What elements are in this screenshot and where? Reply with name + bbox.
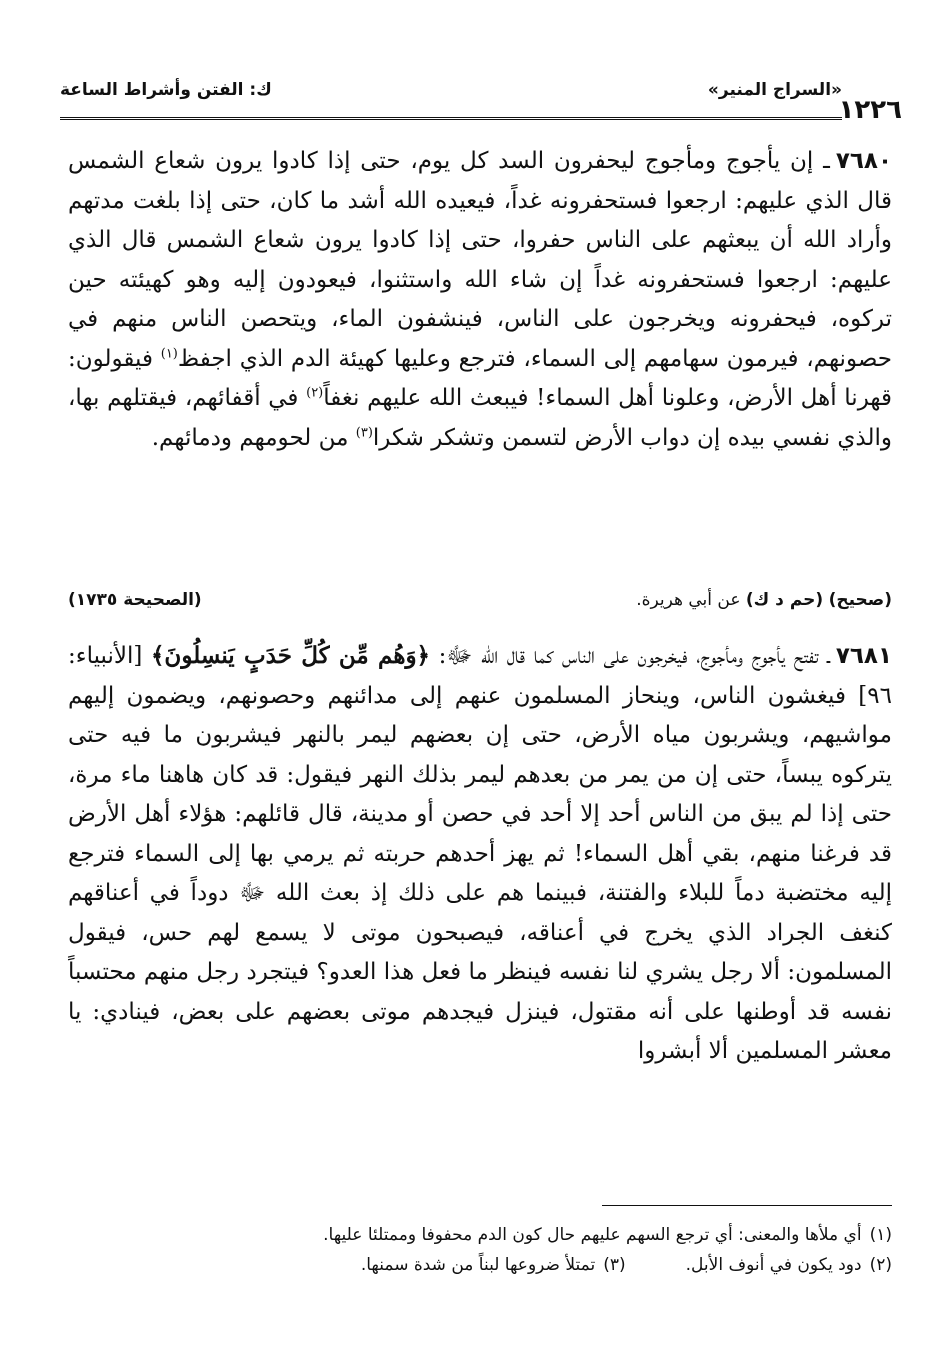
running-header [60,74,902,125]
footnote-2-3 [68,1250,892,1280]
footnote-ref-2[interactable]: (٢) [306,385,324,401]
footnote-ref-1[interactable]: (١) [160,345,178,361]
citation-sources [636,590,892,610]
footnote-text: أي ملأها والمعنى: أي ترجع السهم عليهم حال كون الدم محفوفا وممتلئا عليها. [323,1225,862,1245]
hadith-text: من لحومهم ودمائهم. [151,424,356,451]
footnote-marker: (٣) [603,1255,626,1275]
hadith-text: فيقولون: قهرنا أهل الأرض، وعلونا أهل السماء! فيبعث الله عليهم نغفاً [68,345,892,411]
narrator: عن أبي هريرة. [636,590,741,610]
page-number: ١٢٢٦ [838,95,902,125]
hadith-7680 [68,142,892,458]
hadith-7681 [68,636,892,1072]
footnote-marker: (٢) [869,1255,892,1275]
header-rule [60,117,842,120]
hadith-citation [68,590,892,620]
hadith-number: ٧٦٨٠ [835,148,892,174]
citation-reference: (الصحيحة ١٧٣٥) [68,590,202,610]
grade: (صحيح) [828,590,892,610]
hadith-text: فيغشون الناس، وينحاز المسلمون عنهم إلى مدائنهم وحصونهم، ويضمون إليهم مواشيهم، ويشربون مياه الأرض، حتى إن بعضهم ليمر بالنهر فيشربون ما فيه حتى يتركوه يبساً، حتى إن من يمر من بعدهم ليمر بذلك النهر فيقول: قد كان هاهنا ماء مرة، حتى إذا لم يبق من الناس أحد إلا أحد في حصن أو مدينة، قال قائلهم: هؤلاء أهل الأرض قد فرغنا منهم، بقي أهل السماء! ثم يهز أحدهم حربته ثم يرمي بها إلى السماء فترجع إليه مختضبة دماً للبلاء والفتنة، فبينما هم على ذلك إذ بعث الله ﷻ دوداً في أعناقهم كنغف الجراد الذي يخرج في أعناقه، فيصبحون موتى لا يسمع لهم حس، فيقول المسلمون: ألا رجل يشري لنا نفسه فينظر ما فعل هذا العدو؟ فيتجرد رجل منهم محتسباً نفسه قد أوطنها على أنه مقتول، فينزل فيجدهم موتى بعضهم على بعض، فينادي: يا معشر المسلمين ألا أبشروا [68,682,892,1064]
footnote-marker: (١) [869,1225,892,1245]
book-title: «السراج المنير» [707,80,842,100]
footnote-rule [602,1205,892,1206]
hadith-dash: ـ [823,148,830,174]
chapter-title: ك: الفتن وأشراط الساعة [60,80,272,100]
hadith-text: في أقفائهم، فيقتلهم بها، والذي نفسي بيده إن دواب الأرض لتسمن وتشكر شكرا [68,385,892,451]
hadith-text: تفتح يأجوج ومأجوج، فيخرجون على الناس كما قال الله ﷻ: [430,643,819,669]
source-codes: (حم د ك) [745,590,824,610]
footnote-ref-3[interactable]: (٣) [355,424,373,440]
footnote-text: دود يكون في أنوف الأبل. [685,1255,862,1275]
hadith-text: إن يأجوج ومأجوج ليحفرون السد كل يوم، حتى إذا كادوا يرون شعاع الشمس قال الذي عليهم: ارجعوا فستحفرونه غداً، فيعيده الله أشد ما كان، حتى إذا بلغت مدتهم وأراد الله أن يبعثهم على الناس حفروا، حتى إذا كادوا يرون شعاع الشمس قال الذي عليهم: ارجعوا فستحفرونه غداً إن شاء الله واستثنوا، فيعودون إليه وهو كهيئته حين تركوه، فيحفرونه ويخرجون على الناس، فينشفون الماء، ويتحصن الناس منهم في حصونهم، فيرمون سهامهم إلى السماء، فترجع وعليها كهيئة الدم الذي اجفظ [68,148,892,372]
quran-reference: [الأنبياء: ٩٦] [68,643,892,709]
footnotes [68,1220,892,1280]
footnote-1 [68,1220,892,1250]
footnote-text: تمتلأ ضروعها لبناً من شدة سمنها. [360,1255,596,1275]
quran-verse: ﴿وَهُم مِّن كُلِّ حَدَبٍ يَنسِلُونَ﴾ [150,642,431,669]
hadith-number: ٧٦٨١ [835,643,893,669]
hadith-dash: ـ [826,643,830,669]
